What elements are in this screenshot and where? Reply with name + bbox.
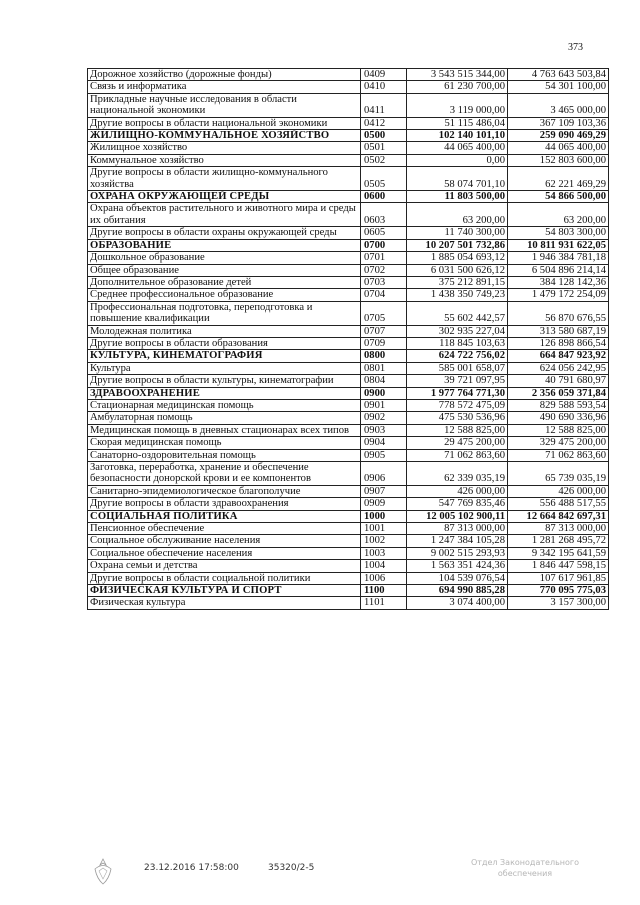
row-code: 0502 (361, 154, 407, 166)
row-code: 0707 (361, 325, 407, 337)
row-value-2016: 40 791 680,97 (508, 375, 609, 387)
section-row (88, 510, 609, 522)
row-value-2015: 104 539 076,54 (407, 572, 508, 584)
row-value-2015: 302 935 227,04 (407, 325, 508, 337)
row-value-2016: 65 739 035,19 (508, 462, 609, 486)
table-row (88, 449, 609, 461)
row-value-2016: 4 763 643 503,84 (508, 69, 609, 81)
row-name: Жилищное хозяйство (88, 142, 361, 154)
row-value-2015: 375 212 891,15 (407, 276, 508, 288)
table-row (88, 412, 609, 424)
table-row (88, 69, 609, 81)
row-name: Прикладные научные исследования в области национальной экономики (88, 93, 361, 117)
row-name: Другие вопросы в области культуры, кинематографии (88, 375, 361, 387)
row-name: КУЛЬТУРА, КИНЕМАТОГРАФИЯ (88, 350, 361, 362)
section-row (88, 387, 609, 399)
row-value-2015: 778 572 475,09 (407, 399, 508, 411)
row-value-2015: 0,00 (407, 154, 508, 166)
document-footer (90, 857, 610, 897)
row-name: Дополнительное образование детей (88, 276, 361, 288)
row-name: ЖИЛИЩНО-КОММУНАЛЬНОЕ ХОЗЯЙСТВО (88, 130, 361, 142)
row-value-2015: 87 313 000,00 (407, 523, 508, 535)
row-value-2016: 9 342 195 641,59 (508, 547, 609, 559)
row-value-2015: 12 005 102 900,11 (407, 510, 508, 522)
row-code: 0410 (361, 81, 407, 93)
budget-table (87, 68, 609, 610)
row-name: Санаторно-оздоровительная помощь (88, 449, 361, 461)
table-row (88, 142, 609, 154)
row-code: 1001 (361, 523, 407, 535)
row-value-2016: 71 062 863,60 (508, 449, 609, 461)
row-value-2016: 12 588 825,00 (508, 424, 609, 436)
row-name: Скорая медицинская помощь (88, 437, 361, 449)
row-value-2016: 426 000,00 (508, 485, 609, 497)
row-value-2016: 1 479 172 254,09 (508, 289, 609, 301)
row-name: Стационарная медицинская помощь (88, 399, 361, 411)
row-value-2015: 3 119 000,00 (407, 93, 508, 117)
table-row (88, 81, 609, 93)
row-value-2016: 770 095 775,03 (508, 585, 609, 597)
table-row (88, 289, 609, 301)
table-row (88, 523, 609, 535)
row-value-2015: 12 588 825,00 (407, 424, 508, 436)
row-name: Пенсионное обеспечение (88, 523, 361, 535)
row-value-2016: 329 475 200,00 (508, 437, 609, 449)
table-row (88, 362, 609, 374)
row-name: Социальное обеспечение населения (88, 547, 361, 559)
table-row (88, 154, 609, 166)
row-name: ФИЗИЧЕСКАЯ КУЛЬТУРА И СПОРТ (88, 585, 361, 597)
row-code: 0906 (361, 462, 407, 486)
row-value-2016: 54 803 300,00 (508, 227, 609, 239)
row-value-2015: 624 722 756,02 (407, 350, 508, 362)
row-code: 1100 (361, 585, 407, 597)
table-row (88, 117, 609, 129)
row-value-2016: 126 898 866,54 (508, 337, 609, 349)
row-value-2016: 664 847 923,92 (508, 350, 609, 362)
row-code: 0700 (361, 239, 407, 251)
table-row (88, 325, 609, 337)
row-name: Охрана семьи и детства (88, 560, 361, 572)
emblem-icon (90, 857, 116, 887)
row-name: ЗДРАВООХРАНЕНИЕ (88, 387, 361, 399)
stamp-line-2: обеспечения (497, 869, 553, 878)
row-name: Другие вопросы в области охраны окружающей среды (88, 227, 361, 239)
row-name: Общее образование (88, 264, 361, 276)
table-row (88, 437, 609, 449)
row-value-2015: 547 769 835,46 (407, 498, 508, 510)
row-name: Молодежная политика (88, 325, 361, 337)
row-name: Другие вопросы в области жилищно-коммунального хозяйства (88, 167, 361, 191)
row-value-2015: 694 990 885,28 (407, 585, 508, 597)
row-value-2015: 1 885 054 693,12 (407, 252, 508, 264)
row-value-2016: 2 356 059 371,84 (508, 387, 609, 399)
row-code: 0907 (361, 485, 407, 497)
row-value-2015: 3 074 400,00 (407, 597, 508, 609)
table-row (88, 597, 609, 609)
row-value-2015: 1 438 350 749,23 (407, 289, 508, 301)
row-code: 0500 (361, 130, 407, 142)
row-value-2016: 367 109 103,36 (508, 117, 609, 129)
row-value-2015: 118 845 103,63 (407, 337, 508, 349)
row-value-2015: 61 230 700,00 (407, 81, 508, 93)
row-code: 0600 (361, 191, 407, 203)
row-value-2015: 10 207 501 732,86 (407, 239, 508, 251)
row-name: Другие вопросы в области здравоохранения (88, 498, 361, 510)
table-row (88, 375, 609, 387)
row-name: СОЦИАЛЬНАЯ ПОЛИТИКА (88, 510, 361, 522)
row-code: 0801 (361, 362, 407, 374)
table-row (88, 462, 609, 486)
table-row (88, 252, 609, 264)
row-value-2015: 29 475 200,00 (407, 437, 508, 449)
row-code: 0709 (361, 337, 407, 349)
row-name: Другие вопросы в области национальной экономики (88, 117, 361, 129)
row-code: 1004 (361, 560, 407, 572)
row-value-2016: 624 056 242,95 (508, 362, 609, 374)
row-value-2015: 1 977 764 771,30 (407, 387, 508, 399)
row-value-2016: 107 617 961,85 (508, 572, 609, 584)
row-value-2015: 44 065 400,00 (407, 142, 508, 154)
row-name: Дошкольное образование (88, 252, 361, 264)
row-value-2015: 58 074 701,10 (407, 167, 508, 191)
table-row (88, 93, 609, 117)
row-name: Охрана объектов растительного и животного мира и среды их обитания (88, 203, 361, 227)
table-row (88, 167, 609, 191)
section-row (88, 130, 609, 142)
row-code: 0702 (361, 264, 407, 276)
row-value-2016: 384 128 142,36 (508, 276, 609, 288)
row-value-2016: 12 664 842 697,31 (508, 510, 609, 522)
table-row (88, 276, 609, 288)
row-code: 0705 (361, 301, 407, 325)
table-row (88, 535, 609, 547)
row-code: 1101 (361, 597, 407, 609)
row-code: 0902 (361, 412, 407, 424)
row-code: 0901 (361, 399, 407, 411)
section-row (88, 191, 609, 203)
table-row (88, 424, 609, 436)
row-value-2015: 585 001 658,07 (407, 362, 508, 374)
table-row (88, 301, 609, 325)
row-name: Другие вопросы в области социальной политики (88, 572, 361, 584)
row-value-2015: 39 721 097,95 (407, 375, 508, 387)
row-value-2016: 3 157 300,00 (508, 597, 609, 609)
row-name: Заготовка, переработка, хранение и обеспечение безопасности донорской крови и ее компонентов (88, 462, 361, 486)
table-row (88, 399, 609, 411)
row-code: 0804 (361, 375, 407, 387)
row-value-2016: 56 870 676,55 (508, 301, 609, 325)
row-code: 0412 (361, 117, 407, 129)
row-code: 0703 (361, 276, 407, 288)
row-value-2015: 51 115 486,04 (407, 117, 508, 129)
row-code: 1003 (361, 547, 407, 559)
row-name: Дорожное хозяйство (дорожные фонды) (88, 69, 361, 81)
row-value-2016: 313 580 687,19 (508, 325, 609, 337)
row-value-2015: 6 031 500 626,12 (407, 264, 508, 276)
row-code: 0409 (361, 69, 407, 81)
row-code: 1006 (361, 572, 407, 584)
row-name: Среднее профессиональное образование (88, 289, 361, 301)
table-row (88, 485, 609, 497)
section-row (88, 350, 609, 362)
row-name: ОБРАЗОВАНИЕ (88, 239, 361, 251)
row-value-2016: 1 846 447 598,15 (508, 560, 609, 572)
row-value-2015: 426 000,00 (407, 485, 508, 497)
row-code: 0411 (361, 93, 407, 117)
row-name: Коммунальное хозяйство (88, 154, 361, 166)
row-value-2015: 55 602 442,57 (407, 301, 508, 325)
section-row (88, 239, 609, 251)
row-code: 0900 (361, 387, 407, 399)
row-name: ОХРАНА ОКРУЖАЮЩЕЙ СРЕДЫ (88, 191, 361, 203)
row-value-2015: 62 339 035,19 (407, 462, 508, 486)
row-value-2015: 63 200,00 (407, 203, 508, 227)
row-value-2016: 87 313 000,00 (508, 523, 609, 535)
page-number: 373 (568, 42, 583, 53)
row-value-2015: 102 140 101,10 (407, 130, 508, 142)
row-name: Социальное обслуживание населения (88, 535, 361, 547)
section-row (88, 585, 609, 597)
row-value-2016: 829 588 593,54 (508, 399, 609, 411)
table-row (88, 227, 609, 239)
row-value-2016: 152 803 600,00 (508, 154, 609, 166)
row-value-2015: 71 062 863,60 (407, 449, 508, 461)
row-value-2015: 11 740 300,00 (407, 227, 508, 239)
row-name: Физическая культура (88, 597, 361, 609)
row-value-2016: 10 811 931 622,05 (508, 239, 609, 251)
row-code: 0904 (361, 437, 407, 449)
row-name: Санитарно-эпидемиологическое благополучие (88, 485, 361, 497)
row-value-2016: 490 690 336,96 (508, 412, 609, 424)
row-value-2015: 11 803 500,00 (407, 191, 508, 203)
table-row (88, 203, 609, 227)
row-value-2016: 54 866 500,00 (508, 191, 609, 203)
stamp-line-1: Отдел Законодательного (470, 858, 579, 867)
table-row (88, 560, 609, 572)
print-datetime: 23.12.2016 17:58:00 (144, 863, 239, 873)
row-value-2015: 1 247 384 105,28 (407, 535, 508, 547)
row-code: 0505 (361, 167, 407, 191)
row-code: 0603 (361, 203, 407, 227)
table-row (88, 498, 609, 510)
row-code: 0501 (361, 142, 407, 154)
row-value-2016: 3 465 000,00 (508, 93, 609, 117)
row-value-2016: 1 281 268 495,72 (508, 535, 609, 547)
row-value-2015: 3 543 515 344,00 (407, 69, 508, 81)
row-value-2016: 259 090 469,29 (508, 130, 609, 142)
row-value-2016: 556 488 517,55 (508, 498, 609, 510)
row-value-2015: 9 002 515 293,93 (407, 547, 508, 559)
row-value-2016: 6 504 896 214,14 (508, 264, 609, 276)
row-code: 0903 (361, 424, 407, 436)
registry-stamp (450, 857, 600, 879)
row-name: Связь и информатика (88, 81, 361, 93)
row-code: 0605 (361, 227, 407, 239)
row-value-2016: 62 221 469,29 (508, 167, 609, 191)
row-name: Амбулаторная помощь (88, 412, 361, 424)
row-code: 0905 (361, 449, 407, 461)
row-value-2016: 44 065 400,00 (508, 142, 609, 154)
row-name: Медицинская помощь в дневных стационарах всех типов (88, 424, 361, 436)
row-code: 1002 (361, 535, 407, 547)
row-value-2016: 63 200,00 (508, 203, 609, 227)
row-value-2015: 1 563 351 424,36 (407, 560, 508, 572)
row-name: Культура (88, 362, 361, 374)
row-code: 0800 (361, 350, 407, 362)
row-value-2016: 1 946 384 781,18 (508, 252, 609, 264)
row-code: 0704 (361, 289, 407, 301)
row-code: 0701 (361, 252, 407, 264)
document-number: 35320/2-5 (268, 863, 315, 873)
row-value-2016: 54 301 100,00 (508, 81, 609, 93)
row-code: 1000 (361, 510, 407, 522)
row-name: Профессиональная подготовка, переподготовка и повышение квалификации (88, 301, 361, 325)
table-row (88, 337, 609, 349)
table-row (88, 547, 609, 559)
table-row (88, 264, 609, 276)
table-row (88, 572, 609, 584)
row-name: Другие вопросы в области образования (88, 337, 361, 349)
row-code: 0909 (361, 498, 407, 510)
row-value-2015: 475 530 536,96 (407, 412, 508, 424)
